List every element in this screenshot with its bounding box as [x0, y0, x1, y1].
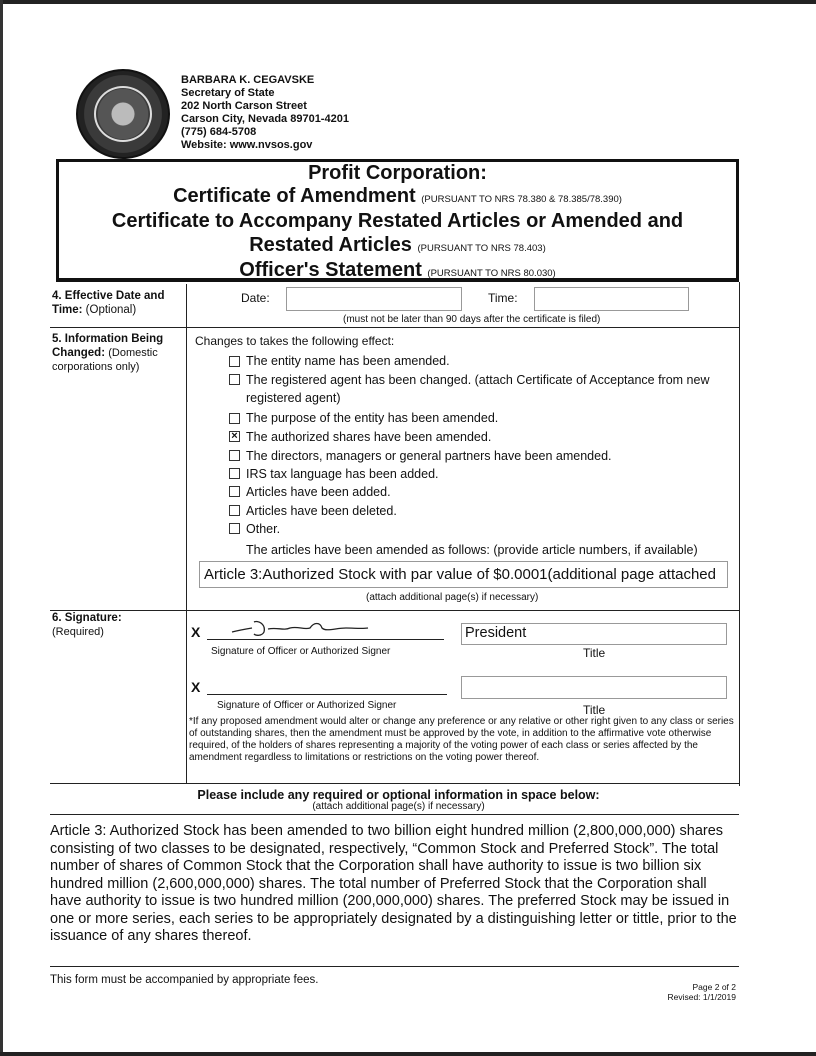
handwritten-signature-icon	[228, 616, 373, 640]
signature-x-mark-2: X	[191, 679, 201, 695]
row-divider-5-6	[50, 610, 739, 611]
option-purpose: The purpose of the entity has been amended.	[246, 411, 499, 425]
time-label: Time:	[488, 291, 518, 305]
officer-title-field-2[interactable]	[461, 676, 727, 699]
page-info	[640, 982, 736, 1002]
section4-label-line2: Time:	[52, 304, 83, 316]
office-name: BARBARA K. CEGAVSKE	[181, 74, 315, 86]
office-block	[181, 74, 349, 152]
header-line4	[56, 234, 739, 257]
section5-label-line1: 5. Information Being	[52, 333, 164, 345]
header-line2	[56, 185, 739, 208]
header-line4-text: Restated Articles	[249, 234, 412, 256]
section4-label-line1: 4. Effective Date and	[52, 290, 165, 302]
checkbox-articles-deleted[interactable]	[229, 505, 240, 516]
extra-heading-divider	[50, 814, 739, 815]
title-caption-2: Title	[583, 703, 606, 717]
row-divider-4-5	[50, 327, 739, 328]
amendment-vote-note: *If any proposed amendment would alter or change any preference or any relative or other right given to any class or series of outstanding shares, then the amendment must be approved by the vote, in addition to the affirmative vote otherwise required, of the holders of shares representing a majority of the voting power of each class or series affected by the amendment regardless to limitations or restrictions on the voting power thereof.	[189, 716, 734, 763]
office-title: Secretary of State	[181, 87, 275, 99]
extra-info-heading: Please include any required or optional information in space below:	[197, 788, 600, 802]
option-directors: The directors, managers or general partners have been amended.	[246, 449, 612, 463]
title-caption-1: Title	[583, 646, 606, 660]
option-articles-deleted: Articles have been deleted.	[246, 504, 397, 518]
header-line2-text: Certificate of Amendment	[173, 185, 416, 207]
option-articles-added: Articles have been added.	[246, 485, 391, 499]
seal-inner-ring	[94, 86, 152, 142]
signature-x-mark-1: X	[191, 624, 201, 640]
header-line5	[56, 259, 739, 282]
checkbox-directors[interactable]	[229, 450, 240, 461]
amended-as-follows-intro: The articles have been amended as follows: (provide article numbers, if available)	[246, 543, 698, 557]
option-irs-tax: IRS tax language has been added.	[246, 467, 439, 481]
section5-label-note: (Domestic	[108, 347, 158, 359]
checkbox-entity-name[interactable]	[229, 356, 240, 367]
date-limit-note: (must not be later than 90 days after the certificate is filed)	[343, 314, 601, 325]
signature-line-2	[207, 694, 447, 695]
office-phone: (775) 684-5708	[181, 126, 257, 138]
amended-articles-field[interactable]: Article 3:Authorized Stock with par value of $0.0001(additional page attached	[199, 561, 728, 588]
section5-label-line3: corporations only)	[52, 361, 140, 373]
table-column-divider	[186, 284, 187, 783]
fees-notice: This form must be accompanied by appropriate fees.	[50, 974, 319, 986]
header-line4-note: (PURSUANT TO NRS 78.403)	[417, 243, 546, 254]
additional-information-text: Article 3: Authorized Stock has been amended to two billion eight hundred million (2,800,000,000) shares consisting of two classes to be designated, respectively, “Common Stock and Preferred Stock”. The total number of shares of Common Stock that the Corporation shall have authority to issue is two billion six hundred million (2,600,000,000) shares. The total number of Preferred Stock that the Corporation shall have authority to issue is two hundred million (200,000,000) shares. The preferred Stock may be issued in one or more series, each series to be appropriately designated by a distinguishing letter or tittle, prior to the issuance of any shares thereof.	[50, 823, 737, 944]
extra-info-subheading: (attach additional page(s) if necessary)	[312, 801, 485, 812]
section4-optional: (Optional)	[85, 304, 137, 316]
office-street: 202 North Carson Street	[181, 100, 307, 112]
header-line5-note: (PURSUANT TO NRS 80.030)	[427, 268, 556, 279]
option-entity-name: The entity name has been amended.	[246, 354, 450, 368]
changes-intro: Changes to takes the following effect:	[195, 334, 395, 348]
attach-pages-note: (attach additional page(s) if necessary)	[366, 592, 539, 603]
section6-label	[52, 611, 122, 639]
header-line2-note: (PURSUANT TO NRS 78.380 & 78.385/78.390)	[421, 194, 622, 205]
section6-label-line1: 6. Signature:	[52, 612, 122, 624]
checkbox-registered-agent[interactable]	[229, 374, 240, 385]
checkbox-articles-added[interactable]	[229, 486, 240, 497]
checkbox-authorized-shares-checked[interactable]: ×	[229, 431, 240, 442]
extra-section-bottom	[50, 966, 739, 967]
header-line1: Profit Corporation:	[308, 162, 487, 184]
section5-label-line2: Changed:	[52, 347, 106, 359]
option-registered-agent-line2: registered agent)	[246, 391, 341, 405]
checkbox-purpose[interactable]	[229, 413, 240, 424]
date-label: Date:	[241, 291, 270, 305]
table-right-border	[739, 282, 740, 786]
row-divider-6-extra	[50, 783, 739, 784]
officer-title-field-1[interactable]: President	[461, 623, 727, 645]
scan-border-left	[0, 0, 3, 1056]
header-line3: Certificate to Accompany Restated Articles or Amended and	[111, 210, 684, 232]
option-other: Other.	[246, 522, 281, 536]
revised-date: Revised: 1/1/2019	[667, 992, 736, 1002]
signature-caption-2: Signature of Officer or Authorized Signer	[217, 700, 397, 711]
effective-time-input[interactable]	[534, 287, 689, 311]
section6-required: (Required)	[52, 626, 104, 638]
page-number: Page 2 of 2	[692, 982, 736, 992]
scan-border-top	[0, 0, 816, 4]
signature-caption-1: Signature of Officer or Authorized Signer	[211, 646, 391, 657]
option-registered-agent: The registered agent has been changed. (attach Certificate of Acceptance from new	[246, 373, 710, 387]
checkbox-other[interactable]	[229, 523, 240, 534]
section5-label	[52, 332, 163, 374]
office-website: Website: www.nvsos.gov	[181, 139, 313, 151]
checkbox-irs-tax[interactable]	[229, 468, 240, 479]
office-city: Carson City, Nevada 89701-4201	[181, 113, 349, 125]
section4-label	[52, 289, 164, 317]
scan-border-bottom	[0, 1052, 816, 1056]
header-line5-text: Officer's Statement	[239, 259, 422, 281]
option-authorized-shares: The authorized shares have been amended.	[246, 430, 492, 444]
effective-date-input[interactable]	[286, 287, 462, 311]
